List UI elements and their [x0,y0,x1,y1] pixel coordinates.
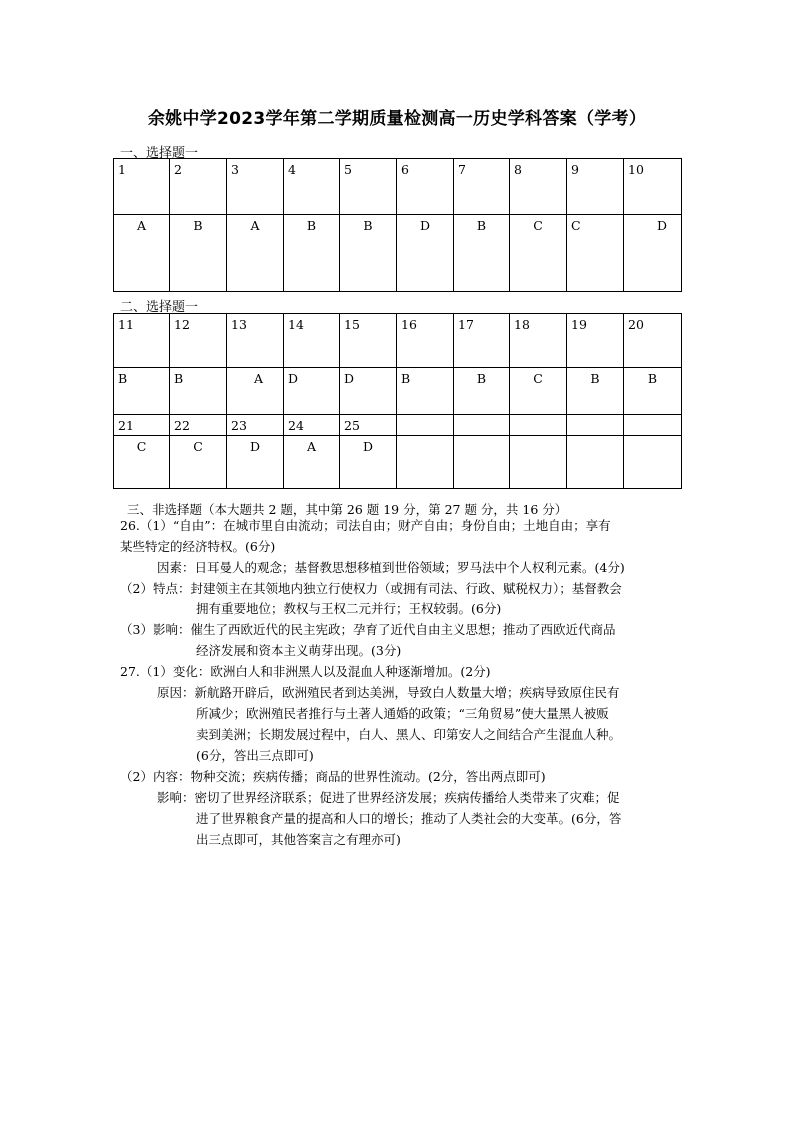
question-number: 15 [340,314,397,368]
question-number: 9 [567,159,624,215]
q27-part2-impact-line1: 影响：密切了世界经济联系；促进了世界经济发展；疾病传播给人类带来了灾难；促 [157,790,620,805]
section1-answer-row [114,215,682,292]
answer-cell: A [227,368,284,415]
question-number: 4 [284,159,340,215]
q26-part3-line1: （3）影响：催生了西欧近代的民主宪政；孕育了近代自由主义思想；推动了西欧近代商品 [120,622,616,637]
question-number: 12 [170,314,227,368]
answer-cell: D [340,368,397,415]
question-number: 20 [624,314,682,368]
empty-cell [624,415,682,436]
question-number: 10 [624,159,682,215]
answer-cell: A [114,215,170,292]
answer-cell: D [397,215,454,292]
empty-cell [397,436,454,489]
section2-number-row-2 [114,415,682,436]
answer-cell: C [510,368,567,415]
question-number: 17 [454,314,510,368]
question-number: 23 [227,415,284,436]
q27-part1-change: 27.（1）变化：欧洲白人和非洲黑人以及混血人种逐渐增加。(2分) [120,664,491,679]
empty-cell [510,436,567,489]
answer-cell: B [454,368,510,415]
answer-cell: B [567,368,624,415]
answer-cell: B [397,368,454,415]
question-number: 19 [567,314,624,368]
answer-cell: D [340,436,397,489]
answer-cell: D [284,368,340,415]
section2-answer-table [113,313,682,489]
page-title: 余姚中学2023学年第二学期质量检测高一历史学科答案（学考） [147,109,647,129]
section2-number-row-1 [114,314,682,368]
question-number: 11 [114,314,170,368]
question-number: 18 [510,314,567,368]
answer-cell: D [624,215,682,292]
q27-part1-reason-line1: 原因：新航路开辟后，欧洲殖民者到达美洲，导致白人数量大增；疾病导致原住民有 [157,685,620,700]
q27-part1-reason-line3: 卖到美洲；长期发展过程中，白人、黑人、印第安人之间结合产生混血人种。 [196,727,622,742]
question-number: 6 [397,159,454,215]
answer-cell: B [340,215,397,292]
answer-cell: B [454,215,510,292]
question-number: 22 [170,415,227,436]
answer-cell: B [624,368,682,415]
question-number: 3 [227,159,284,215]
question-number: 21 [114,415,170,436]
answer-cell: C [510,215,567,292]
answer-cell: B [114,368,170,415]
question-number: 7 [454,159,510,215]
section2-answer-row-1 [114,368,682,415]
q26-part2-line1: （2）特点：封建领主在其领地内独立行使权力（或拥有司法、行政、赋税权力）；基督教会 [120,581,622,596]
answer-cell: C [170,436,227,489]
section3-heading: 三、非选择题（本大题共 2 题，其中第 26 题 19 分，第 27 题 分，共 16 分） [127,502,568,517]
section1-number-row [114,159,682,215]
question-number: 25 [340,415,397,436]
answer-cell: D [227,436,284,489]
q26-part1-factors: 因素：日耳曼人的观念；基督教思想移植到世俗领域；罗马法中个人权利元素。(4分) [157,560,625,575]
answer-cell: C [567,215,624,292]
section1-label: 一、选择题一 [120,146,199,161]
question-number: 8 [510,159,567,215]
answer-cell: B [284,215,340,292]
section2-label: 二、选择题一 [120,300,199,315]
question-number: 13 [227,314,284,368]
q27-part1-reason-line4: (6分，答出三点即可) [196,748,314,763]
question-number: 14 [284,314,340,368]
q27-part2-impact-line2: 进了世界粮食产量的提高和人口的增长；推动了人类社会的大变革。(6分，答 [196,811,622,826]
q27-part1-reason-line2: 所减少；欧洲殖民者推行与土著人通婚的政策；“三角贸易”使大量黑人被贩 [196,706,609,721]
q26-part1-line2: 某些特定的经济特权。(6分) [120,539,276,554]
answer-cell: A [227,215,284,292]
empty-cell [454,436,510,489]
q26-part2-line2: 拥有重要地位；教权与王权二元并行；王权较弱。(6分) [196,601,502,616]
q27-part2-impact-line3: 出三点即可，其他答案言之有理亦可) [196,832,401,847]
question-number: 5 [340,159,397,215]
empty-cell [567,436,624,489]
empty-cell [454,415,510,436]
q26-part1-line1: 26.（1）“自由”：在城市里自由流动；司法自由；财产自由；身份自由；土地自由；享有 [120,518,611,533]
section1-answer-table [113,158,682,292]
question-number: 2 [170,159,227,215]
empty-cell [624,436,682,489]
question-number: 24 [284,415,340,436]
empty-cell [510,415,567,436]
answer-cell: A [284,436,340,489]
answer-cell: C [114,436,170,489]
answer-cell: B [170,215,227,292]
empty-cell [397,415,454,436]
question-number: 1 [114,159,170,215]
q26-part3-line2: 经济发展和资本主义萌芽出现。(3分) [196,643,402,658]
section2-answer-row-2 [114,436,682,489]
answer-cell: B [170,368,227,415]
empty-cell [567,415,624,436]
question-number: 16 [397,314,454,368]
q27-part2-content: （2）内容：物种交流；疾病传播；商品的世界性流动。(2分，答出两点即可) [120,769,546,784]
